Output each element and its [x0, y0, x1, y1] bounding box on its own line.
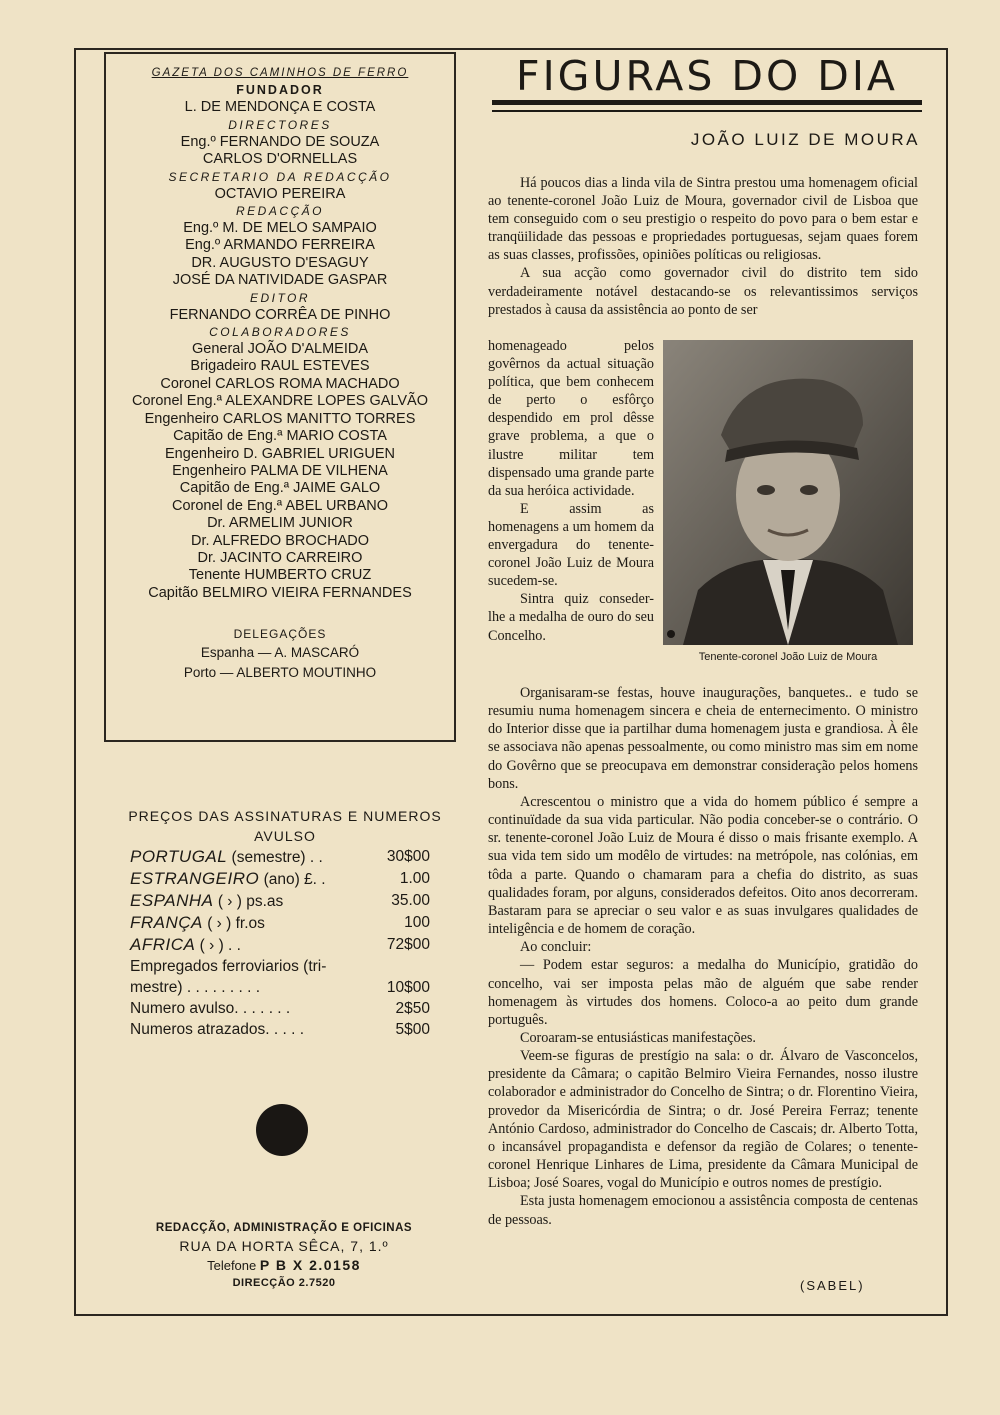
collaborator: Coronel CARLOS ROMA MACHADO [160, 375, 400, 392]
price-row [110, 846, 460, 868]
redaction-member: Eng.º ARMANDO FERREIRA [185, 237, 375, 254]
collaborator: Dr. JACINTO CARREIRO [197, 549, 363, 566]
collaborator: Dr. ARMELIM JUNIOR [207, 515, 353, 532]
price-period: (semestre) . . [231, 849, 323, 866]
prices-title: PREÇOS DAS ASSINATURAS E NUMEROS AVULSO [128, 808, 442, 844]
portrait-photo [663, 340, 913, 645]
subscription-prices [110, 806, 460, 1040]
price-value: 30$00 [386, 848, 430, 865]
price-period: ( › ) . . [199, 937, 241, 954]
ornament-dot [256, 1104, 308, 1156]
employees-label-cont: mestre) . . . . . . . . . [130, 979, 261, 996]
collaborator: Dr. ALFREDO BROCHADO [190, 532, 370, 549]
address-direction: DIRECÇÃO 2.7520 [232, 1277, 336, 1289]
collaborator: Engenheiro PALMA DE VILHENA [172, 462, 388, 479]
price-value: 1.00 [399, 870, 430, 887]
price-value: 35.00 [391, 892, 430, 909]
secretary-heading: SECRETARIO DA REDACÇÃO [168, 169, 392, 184]
paragraph: Há poucos dias a linda vila de Sintra prestou uma homenagem oficial ao tenente-coronel João Luiz de Moura, governador civil de Lisboa que tem conseguido com o seu prestigio o respeito do povo para o bem estar e tranqüilidade das pessoas e propriedades portuguesas, sejam quaes forem as suas classes, profissões, opiniões políticas ou religiosas. [488, 175, 918, 264]
collaborators-heading: COLABORADORES [209, 325, 351, 340]
price-region: FRANÇA [130, 913, 203, 932]
collaborator: Coronel Eng.ª ALEXANDRE LOPES GALVÃO [131, 393, 429, 410]
price-value: 2$50 [395, 1000, 430, 1017]
article-wrapped-text [488, 337, 654, 645]
single-issue-label: Numero avulso. . . . . . . [130, 1000, 291, 1017]
paragraph: Veem-se figuras de prestígio na sala: o dr. Álvaro de Vasconcelos, presidente da Câmara; o capitão Belmiro Vieira Fernandes, nosso ilustre colaborador e administrador do Concelho de Sintra; o dr. Florentino Vieira, provedor da Misericórdia de Sintra; o dr. José Pereira Ferraz; tenente António Cardoso, administrador do Concelho de Cascais; dr. Alberto Totta, o incansável propagandista e defensor da região de Colares; o tenente-coronel Henrique Linhares de Lima, presidente da Câmara Municipal de Lisboa; José Soares, vogal do Município e outros nomes de prestígio. [488, 1048, 918, 1192]
collaborator: Capitão de Eng.ª JAIME GALO [179, 480, 381, 497]
secretary-name: OCTAVIO PEREIRA [214, 185, 346, 202]
price-row [110, 912, 460, 934]
editor-name: FERNANDO CORRÊA DE PINHO [169, 306, 391, 323]
paragraph: A sua acção como governador civil do distrito tem sido verdadeiramente notável destacando-se os relevantissimos serviços prestados à causa da assistência ao ponto de ser [488, 265, 918, 318]
title-rule [492, 100, 922, 105]
collaborator: Capitão BELMIRO VIEIRA FERNANDES [148, 584, 412, 601]
founder-heading: FUNDADOR [236, 83, 324, 97]
paragraph: E assim as homenagens a um homem da envergadura do tenente-coronel João Luiz de Moura sucedem-se. [488, 500, 654, 590]
price-period: ( › ) fr.os [207, 915, 265, 932]
photo-caption: Tenente-coronel João Luiz de Moura [698, 651, 878, 663]
price-row [110, 868, 460, 890]
price-region: ESTRANGEIRO [130, 869, 260, 888]
article-subtitle: JOÃO LUIZ DE MOURA [690, 130, 920, 149]
directors-heading: DIRECTORES [228, 117, 332, 132]
photo-pin [667, 630, 675, 638]
title-rule-thin [492, 110, 922, 112]
address-street: RUA DA HORTA SÊCA, 7, 1.º [179, 1238, 389, 1254]
back-issue-label: Numeros atrazados. . . . . [130, 1021, 305, 1038]
paragraph: Esta justa homenagem emocionou a assistência composta de centenas de pessoas. [488, 1193, 918, 1228]
employees-label: Empregados ferroviarios (tri- [130, 958, 327, 975]
redaction-member: JOSÉ DA NATIVIDADE GASPAR [172, 272, 388, 289]
paragraph: Acrescentou o ministro que a vida do homem público é sempre a continuïdade da sua vida particular. Não podia conceber-se o contrário. O sr. tenente-coronel João Luiz de Moura é disso o mais frisante exemplo. A sua vida tem sido um modêlo de virtudes: na metrópole, nas colónias, em tôda a parte. Quando o chamaram para a chefia do distrito, as suas qualidades foram, por alguns, considerados defeitos. Oito anos decorreram. Bastaram para se apreciar o seu valor e as suas invulgares qualidades de inteligência e de homem de coração. [488, 793, 918, 938]
address-heading: REDACÇÃO, ADMINISTRAÇÃO E OFICINAS [155, 1222, 413, 1234]
collaborator: Engenheiro CARLOS MANITTO TORRES [144, 410, 416, 427]
director-name: CARLOS D'ORNELLAS [202, 151, 358, 168]
paragraph: — Podem estar seguros: a medalha do Município, gratidão do concelho, vai ser imposta pelas mão de alguém que sabe render homenagem às virtudes dos homens. Coloco-a ao peito dum grande português. [488, 957, 918, 1028]
price-row [110, 934, 460, 956]
delegation: Espanha — A. MASCARÓ [200, 645, 360, 661]
paragraph: Coroaram-se entusiásticas manifestações. [520, 1029, 756, 1046]
price-row [110, 890, 460, 912]
masthead-box [104, 52, 456, 742]
collaborator: Tenente HUMBERTO CRUZ [188, 567, 372, 584]
collaborator: Coronel de Eng.ª ABEL URBANO [172, 497, 388, 514]
delegations-heading: DELEGAÇÕES [233, 627, 327, 642]
price-value: 72$00 [386, 936, 430, 953]
publication-name: GAZETA DOS CAMINHOS DE FERRO [151, 67, 409, 79]
price-value: 100 [404, 914, 430, 931]
price-row [110, 1019, 460, 1040]
price-region: AFRICA [130, 935, 196, 954]
delegation: Porto — ALBERTO MOUTINHO [183, 665, 377, 681]
price-value: 10$00 [386, 979, 430, 996]
paragraph: Organisaram-se festas, houve inaugurações, banquetes.. e tudo se resumiu numa homenagem sincera e cheia de enternecimento. O ministro do Interior disse que ia partilhar duma homenagem justa e grandiosa. À êle se associava não apenas pessoalmente, ou como ministro mas sim em nome do Govêrno que se preocupava em demonstrar consideração pelos homens bons. [488, 685, 918, 792]
collaborator: General JOÃO D'ALMEIDA [191, 341, 369, 358]
price-period: (ano) £. . [263, 871, 326, 888]
founder-name: L. DE MENDONÇA E COSTA [184, 99, 376, 116]
office-address [104, 1219, 464, 1292]
price-row [110, 977, 460, 998]
collaborator: Engenheiro D. GABRIEL URIGUEN [165, 445, 395, 462]
section-title: FIGURAS DO DIA [516, 52, 898, 100]
portrait-image [663, 340, 913, 645]
paragraph: Sintra quiz conseder-lhe a medalha de ouro do seu Concelho. [488, 591, 654, 644]
price-row [110, 998, 460, 1019]
article-body-top [488, 174, 918, 319]
editor-heading: EDITOR [249, 290, 311, 305]
redaction-member: Eng.º M. DE MELO SAMPAIO [183, 220, 377, 237]
collaborator: Brigadeiro RAUL ESTEVES [190, 358, 370, 375]
paragraph: Ao concluir: [520, 939, 592, 956]
price-region: PORTUGAL [130, 847, 228, 866]
collaborator: Capitão de Eng.ª MARIO COSTA [173, 428, 387, 445]
author-signature: (SABEL) [800, 1278, 865, 1293]
price-value: 5$00 [395, 1021, 430, 1038]
redaction-heading: REDACÇÃO [235, 204, 324, 219]
redaction-member: DR. AUGUSTO D'ESAGUY [191, 254, 369, 271]
article-body-bottom [488, 684, 918, 1229]
paragraph: homenageado pelos govêrnos da actual situação política, que bem conhecem de perto o esfôrço despendido em prol dêsse grave problema, a que o ilustre militar tem dispensado uma grande parte da sua heróica actividade. [488, 338, 654, 499]
price-period: ( › ) ps.as [217, 893, 284, 910]
price-region: ESPANHA [130, 891, 214, 910]
address-phone: Telefone P B X 2.0158 [207, 1257, 361, 1273]
director-name: Eng.º FERNANDO DE SOUZA [180, 133, 380, 150]
